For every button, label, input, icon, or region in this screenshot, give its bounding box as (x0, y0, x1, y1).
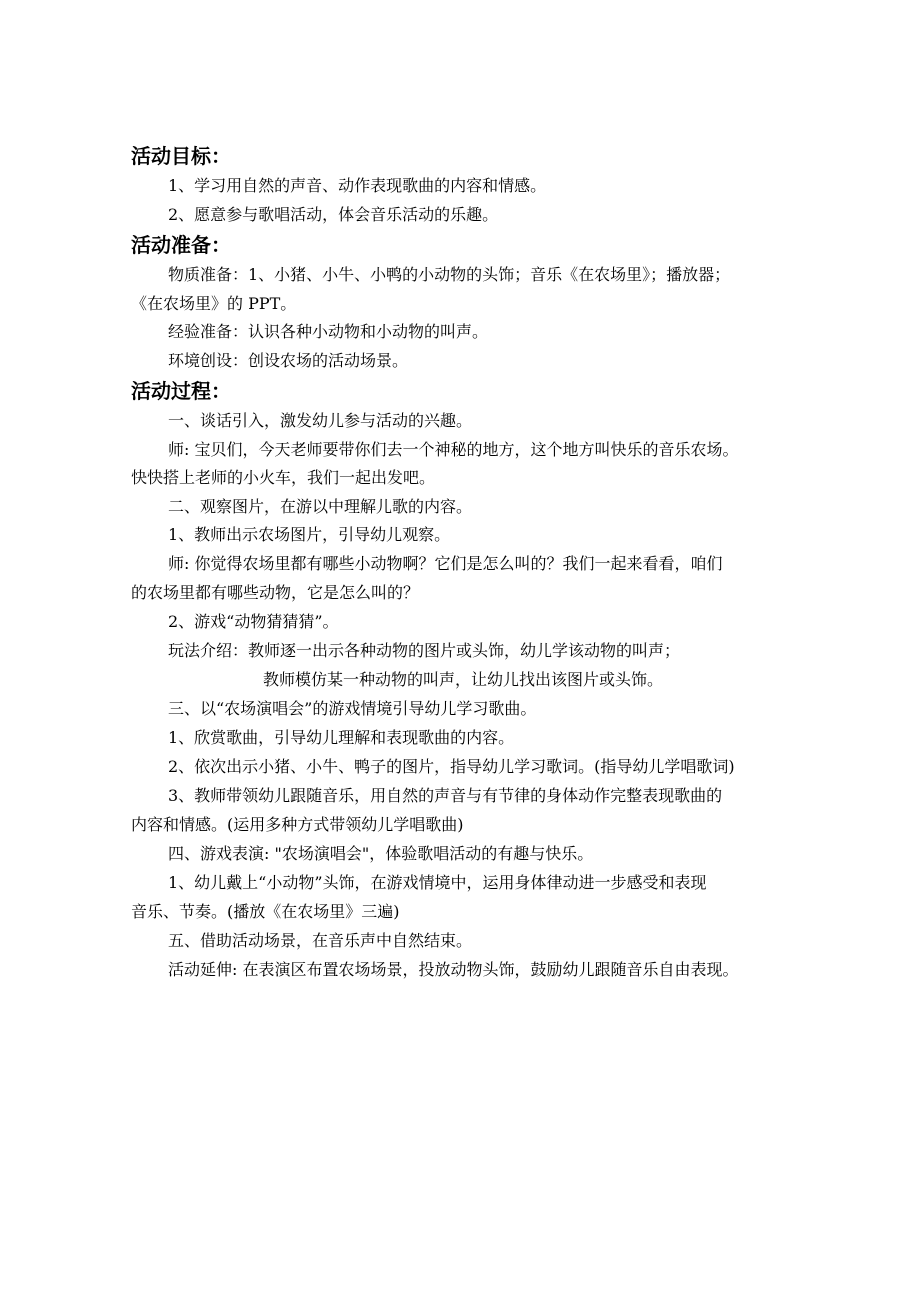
process-step3-3-l2: 内容和情感。(运用多种方式带领幼儿学唱歌曲) (131, 815, 464, 834)
process-step2-teacher-l1: 师: 你觉得农场里都有哪些小动物啊？它们是怎么叫的？我们一起来看看，咱们 (168, 554, 723, 573)
section-title-process: 活动过程： (131, 379, 231, 403)
process-step4-1-l2: 音乐、节奏。(播放《在农场里》三遍) (131, 902, 400, 921)
process-play-intro: 玩法介绍：教师逐一出示各种动物的图片或头饰，幼儿学该动物的叫声； (168, 641, 681, 660)
process-step2-teacher-l2: 的农场里都有哪些动物，它是怎么叫的？ (131, 583, 420, 602)
goal-item-1: 1、学习用自然的声音、动作表现歌曲的内容和情感。 (168, 176, 547, 195)
prep-material-line1: 物质准备：1、小猪、小牛、小鸭的小动物的头饰；音乐《在农场里》；播放器； (168, 265, 731, 284)
section-title-goal: 活动目标： (131, 144, 231, 168)
section-title-prep: 活动准备： (131, 233, 231, 257)
goal-item-2: 2、愿意参与歌唱活动，体会音乐活动的乐趣。 (168, 205, 499, 224)
process-extension: 活动延伸: 在表演区布置农场场景，投放动物头饰，鼓励幼儿跟随音乐自由表现。 (168, 960, 739, 979)
process-step3-2: 2、依次出示小猪、小牛、鸭子的图片，指导幼儿学习歌词。(指导幼儿学唱歌词) (168, 757, 735, 776)
process-step2: 二、观察图片，在游以中理解儿歌的内容。 (168, 497, 473, 516)
process-step3: 三、以“农场演唱会”的游戏情境引导幼儿学习歌曲。 (168, 699, 537, 718)
process-step1: 一、谈话引入，激发幼儿参与活动的兴趣。 (168, 411, 473, 430)
process-step4-1-l1: 1、幼儿戴上“小动物”头饰，在游戏情境中，运用身体律动进一步感受和表现 (168, 873, 707, 892)
process-step2-2: 2、游戏“动物猜猜猜”。 (168, 612, 339, 631)
process-step1-teacher-l2: 快快搭上老师的小火车，我们一起出发吧。 (131, 468, 436, 487)
process-step5: 五、借助活动场景，在音乐声中自然结束。 (168, 931, 473, 950)
process-play-intro-2: 教师模仿某一种动物的叫声，让幼儿找出该图片或头饰。 (263, 670, 664, 689)
process-step3-1: 1、欣赏歌曲，引导幼儿理解和表现歌曲的内容。 (168, 728, 515, 747)
prep-experience: 经验准备：认识各种小动物和小动物的叫声。 (168, 322, 489, 341)
process-step4: 四、游戏表演: "农场演唱会"，体验歌唱活动的有趣与快乐。 (168, 844, 594, 863)
prep-material-line2: 《在农场里》的 PPT。 (131, 294, 297, 313)
process-step3-3-l1: 3、教师带领幼儿跟随音乐，用自然的声音与有节律的身体动作完整表现歌曲的 (168, 786, 723, 805)
process-step1-teacher-l1: 师: 宝贝们，今天老师要带你们去一个神秘的地方，这个地方叫快乐的音乐农场。 (168, 440, 739, 459)
prep-environment: 环境创设：创设农场的活动场景。 (168, 351, 409, 370)
process-step2-1: 1、教师出示农场图片，引导幼儿观察。 (168, 525, 451, 544)
